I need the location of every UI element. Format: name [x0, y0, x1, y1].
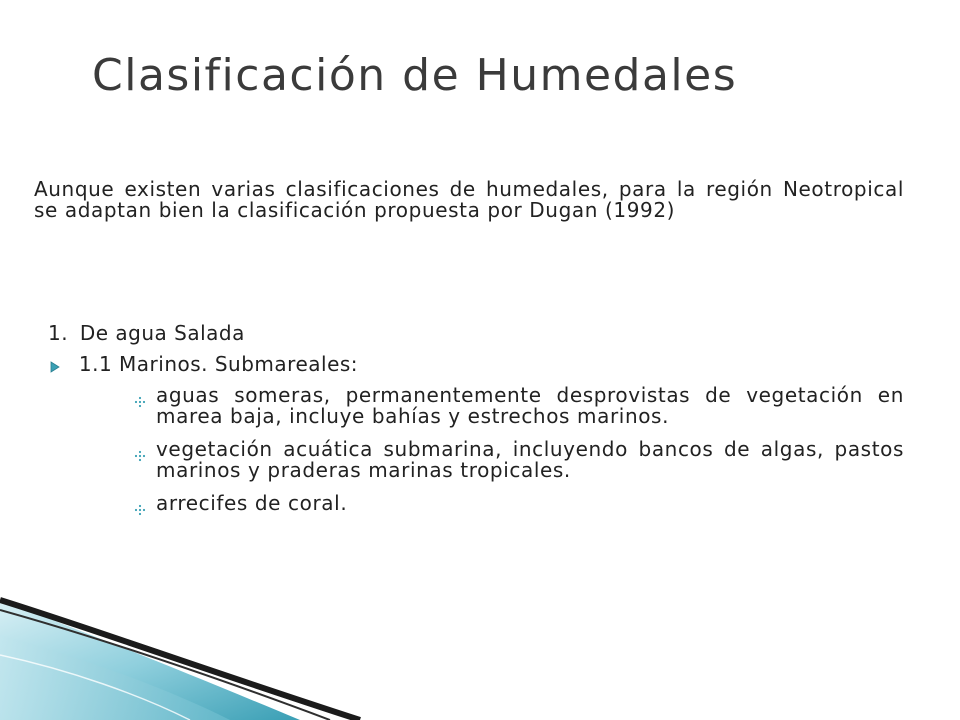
item-label: De agua Salada: [79, 321, 245, 345]
bullet-text: vegetación acuática submarina, incluyendo bancos de algas, pastos marinos y praderas marinas tropicales.: [156, 437, 904, 482]
slide-title: Clasificación de Humedales: [92, 50, 738, 101]
numbered-item: [48, 321, 245, 345]
list-item: [134, 385, 904, 427]
sub-item-label: 1.1 Marinos. Submareales:: [78, 352, 359, 376]
dotted-bullet-icon: [134, 391, 146, 403]
dotted-bullet-icon: [134, 445, 146, 457]
intro-paragraph: Aunque existen varias clasificaciones de humedales, para la región Neotropical se adaptan bien la clasificación propuesta por Dugan (1992): [34, 177, 904, 222]
sub-item: [50, 352, 358, 378]
blue-wave-decoration: [0, 560, 420, 720]
list-item: [134, 493, 904, 514]
bullet-list: [134, 385, 904, 526]
dotted-bullet-icon: [134, 499, 146, 511]
arrow-bullet-icon: [50, 354, 72, 378]
item-number: 1.: [48, 321, 69, 345]
bullet-text: arrecifes de coral.: [156, 491, 348, 515]
list-item: [134, 439, 904, 481]
bullet-text: aguas someras, permanentemente desprovistas de vegetación en marea baja, incluye bahías y estrechos marinos.: [156, 383, 904, 428]
